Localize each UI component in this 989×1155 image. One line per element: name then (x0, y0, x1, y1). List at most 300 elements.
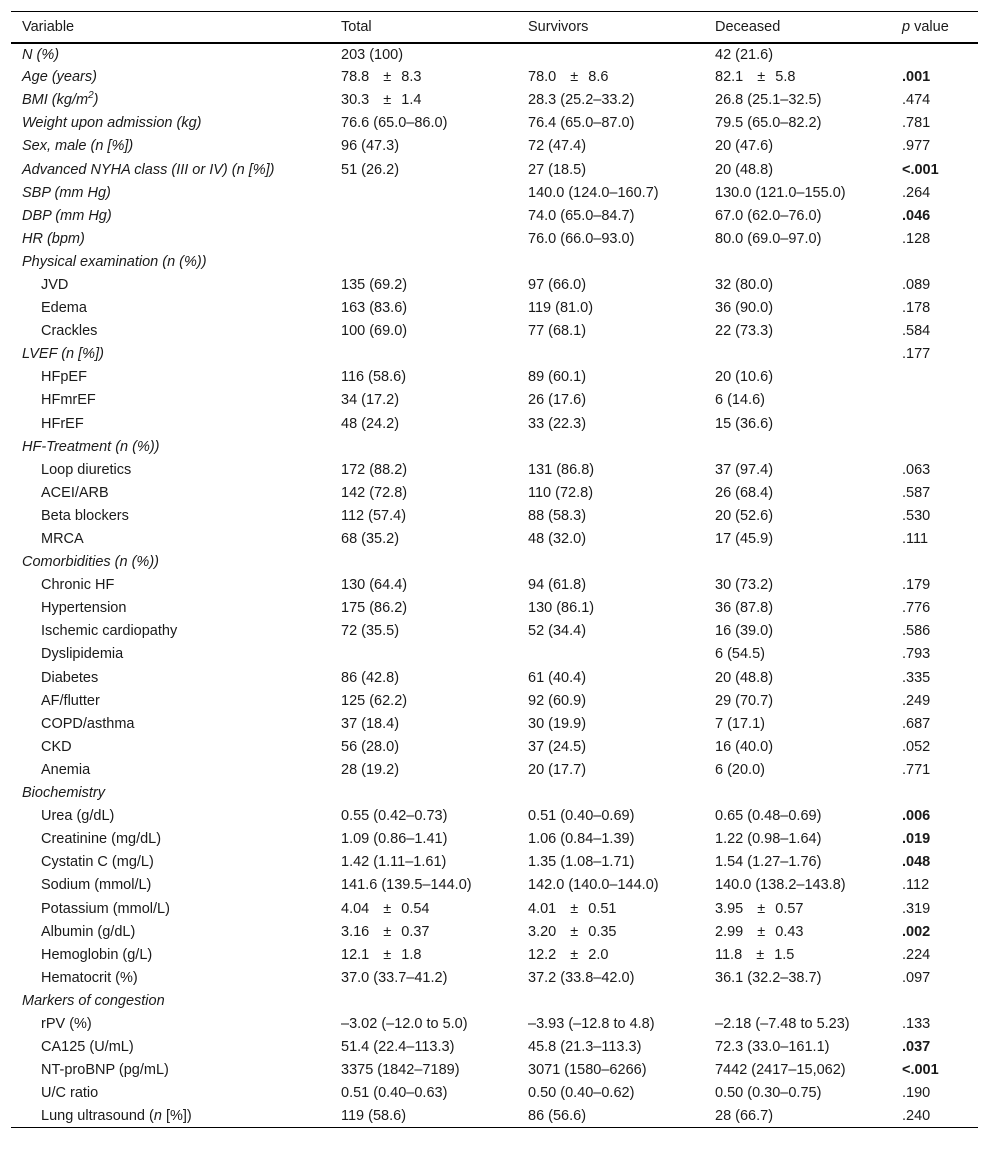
cell-survivors (517, 989, 704, 1012)
cell-deceased: 11.8 ±1.5 (715, 946, 795, 963)
variable-label: JVD (41, 276, 69, 293)
variable-label: CA125 (U/mL) (41, 1039, 134, 1056)
cell-total: 56 (28.0) (341, 738, 400, 755)
variable-label: Crackles (41, 323, 98, 340)
cell-variable (11, 828, 330, 851)
cell-total: 0.55 (0.42–0.73) (341, 808, 448, 825)
cell-total: 3.16 ±0.37 (341, 923, 430, 940)
cell-variable (11, 920, 330, 943)
cell-survivors (517, 435, 704, 458)
cell-total: 130 (64.4) (341, 577, 408, 594)
cell-total (330, 181, 517, 204)
cell-variable (11, 435, 330, 458)
variable-label: Beta blockers (41, 507, 129, 524)
cell-deceased: 20 (47.6) (715, 138, 774, 155)
cell-deceased: 80.0 (69.0–97.0) (715, 230, 822, 247)
variable-label: Lung ultrasound ( (41, 1108, 154, 1125)
variable-label: Hemoglobin (g/L) (41, 946, 153, 963)
header-deceased: Deceased (704, 12, 891, 43)
cell-p-value: .019 (902, 831, 931, 848)
variable-label: Biochemistry (22, 785, 105, 802)
table-row (11, 1036, 978, 1059)
variable-label: Creatinine (mg/dL) (41, 831, 162, 848)
variable-label: Sodium (mmol/L) (41, 877, 152, 894)
cell-deceased: 79.5 (65.0–82.2) (715, 115, 822, 132)
cell-deceased: 37 (97.4) (715, 461, 774, 478)
variable-label: Advanced NYHA class (III or IV) (n [%]) (22, 161, 275, 178)
cell-total: 0.51 (0.40–0.63) (341, 1085, 448, 1102)
table-row (11, 620, 978, 643)
data-table (11, 11, 978, 1128)
variable-label: NT-proBNP (pg/mL) (41, 1062, 169, 1079)
cell-survivors: 48 (32.0) (528, 531, 587, 548)
cell-survivors: 26 (17.6) (528, 392, 587, 409)
variable-label: Physical examination (n (%)) (22, 253, 207, 270)
cell-total (330, 204, 517, 227)
cell-variable (11, 597, 330, 620)
cell-p-value: .776 (902, 600, 931, 617)
cell-variable (11, 89, 330, 112)
cell-variable (11, 458, 330, 481)
cell-total: 12.1 ±1.8 (341, 946, 422, 963)
cell-survivors: 130 (86.1) (528, 600, 595, 617)
cell-deceased: 15 (36.6) (715, 415, 774, 432)
table-row (11, 689, 978, 712)
cell-variable (11, 366, 330, 389)
cell-survivors: 72 (47.4) (528, 138, 587, 155)
cell-deceased: 36 (90.0) (715, 300, 774, 317)
cell-deceased: 20 (10.6) (715, 369, 774, 386)
cell-variable (11, 527, 330, 550)
cell-deceased: 26 (68.4) (715, 484, 774, 501)
cell-deceased: 3.95 ±0.57 (715, 900, 804, 917)
variable-label: CKD (41, 738, 72, 755)
cell-total: 172 (88.2) (341, 461, 408, 478)
cell-p-value: .179 (902, 577, 931, 594)
cell-total: 116 (58.6) (341, 369, 407, 386)
variable-label: HFmrEF (41, 392, 96, 409)
cell-variable (11, 782, 330, 805)
cell-total: 112 (57.4) (341, 507, 407, 524)
cell-total: 135 (69.2) (341, 276, 408, 293)
cell-variable (11, 66, 330, 89)
cell-survivors: 76.4 (65.0–87.0) (528, 115, 635, 132)
cell-survivors: 1.06 (0.84–1.39) (528, 831, 635, 848)
table-row (11, 320, 978, 343)
cell-survivors (517, 782, 704, 805)
cell-survivors: 0.51 (0.40–0.69) (528, 808, 635, 825)
variable-label: ACEI/ARB (41, 484, 109, 501)
cell-total: 78.8 ±8.3 (341, 69, 422, 86)
cell-survivors: 88 (58.3) (528, 507, 587, 524)
cell-survivors: 33 (22.3) (528, 415, 587, 432)
cell-variable (11, 712, 330, 735)
table-row (11, 897, 978, 920)
cell-variable (11, 666, 330, 689)
table-row (11, 643, 978, 666)
variable-label: HR (bpm) (22, 230, 85, 247)
variable-label: Weight upon admission (kg) (22, 115, 202, 132)
variable-label: LVEF (n [%]) (22, 346, 104, 363)
cell-total: 51.4 (22.4–113.3) (341, 1039, 455, 1056)
variable-label-superscript: 2 (88, 90, 94, 102)
cell-variable (11, 297, 330, 320)
cell-p-value (891, 435, 978, 458)
cell-p-value: .089 (902, 276, 931, 293)
cell-total: 3375 (1842–7189) (341, 1062, 460, 1079)
cell-deceased: 0.65 (0.48–0.69) (715, 808, 822, 825)
table-row (11, 389, 978, 412)
variable-label: Diabetes (41, 669, 99, 686)
cell-total: 1.42 (1.11–1.61) (341, 854, 447, 871)
cell-p-value (891, 412, 978, 435)
cell-p-value: .002 (902, 923, 931, 940)
cell-p-value: .037 (902, 1039, 931, 1056)
cell-survivors: 3071 (1580–6266) (528, 1062, 647, 1079)
cell-survivors: 77 (68.1) (528, 323, 587, 340)
cell-survivors (517, 551, 704, 574)
cell-deceased: 6 (54.5) (715, 646, 765, 663)
variable-label-suffix: [%]) (161, 1108, 192, 1125)
cell-survivors: 3.20 ±0.35 (528, 923, 617, 940)
cell-p-value: .046 (902, 207, 931, 224)
cell-variable (11, 412, 330, 435)
cell-p-value: .133 (902, 1015, 931, 1032)
cell-variable (11, 204, 330, 227)
table-row (11, 273, 978, 296)
table-row (11, 851, 978, 874)
variable-label: AF/flutter (41, 692, 100, 709)
cell-p-value: <.001 (902, 161, 939, 178)
cell-p-value: .264 (902, 184, 931, 201)
cell-variable (11, 989, 330, 1012)
cell-deceased: 140.0 (138.2–143.8) (715, 877, 846, 894)
cell-total: 100 (69.0) (341, 323, 408, 340)
cell-deceased: 0.50 (0.30–0.75) (715, 1085, 822, 1102)
cell-deceased: –2.18 (–7.48 to 5.23) (715, 1015, 850, 1032)
cell-total: 51 (26.2) (341, 161, 400, 178)
cell-variable (11, 504, 330, 527)
variable-label: Edema (41, 300, 87, 317)
cell-deceased: 26.8 (25.1–32.5) (715, 92, 822, 109)
cell-survivors: 37 (24.5) (528, 738, 587, 755)
cell-survivors: 1.35 (1.08–1.71) (528, 854, 635, 871)
cell-deceased: 30 (73.2) (715, 577, 774, 594)
cell-variable (11, 1036, 330, 1059)
cell-survivors: 94 (61.8) (528, 577, 587, 594)
cell-deceased: 16 (40.0) (715, 738, 774, 755)
table-row (11, 597, 978, 620)
variable-label-suffix: ) (93, 92, 99, 109)
variable-label-italic: n (153, 1108, 162, 1125)
table-section-row (11, 989, 978, 1012)
cell-total: 30.3 ±1.4 (341, 92, 422, 109)
cell-survivors: 37.2 (33.8–42.0) (528, 969, 635, 986)
cell-survivors: 45.8 (21.3–113.3) (528, 1039, 642, 1056)
table-row (11, 481, 978, 504)
cell-deceased: 32 (80.0) (715, 276, 774, 293)
cell-p-value: .771 (902, 761, 931, 778)
cell-p-value: .128 (902, 230, 931, 247)
cell-deceased: 67.0 (62.0–76.0) (715, 207, 822, 224)
variable-label: Hypertension (41, 600, 127, 617)
table-row (11, 43, 978, 66)
cell-total: 141.6 (139.5–144.0) (341, 877, 472, 894)
cell-deceased (704, 343, 891, 366)
cell-survivors: 119 (81.0) (528, 300, 594, 317)
cell-deceased: 20 (48.8) (715, 161, 774, 178)
table-row (11, 181, 978, 204)
variable-label: Dyslipidemia (41, 646, 124, 663)
table-row (11, 758, 978, 781)
cell-p-value: .177 (902, 346, 931, 363)
variable-label: Age (years) (22, 69, 97, 86)
variable-label: Chronic HF (41, 577, 115, 594)
cell-variable (11, 158, 330, 181)
cell-total (330, 989, 517, 1012)
cell-deceased: 6 (20.0) (715, 761, 765, 778)
table-row (11, 828, 978, 851)
cell-total (330, 343, 517, 366)
cell-deceased: 130.0 (121.0–155.0) (715, 184, 846, 201)
table-row (11, 297, 978, 320)
cell-deceased (704, 551, 891, 574)
cell-deceased: 22 (73.3) (715, 323, 774, 340)
cell-survivors: 28.3 (25.2–33.2) (528, 92, 635, 109)
table-row (11, 1012, 978, 1035)
cell-p-value: .335 (902, 669, 931, 686)
cell-p-value: .063 (902, 461, 931, 478)
variable-label: Potassium (mmol/L) (41, 900, 170, 917)
table-section-row (11, 343, 978, 366)
cell-total (330, 250, 517, 273)
cell-variable (11, 574, 330, 597)
cell-total: 175 (86.2) (341, 600, 408, 617)
table-row (11, 158, 978, 181)
cell-survivors: –3.93 (–12.8 to 4.8) (528, 1015, 655, 1032)
cell-variable (11, 481, 330, 504)
cell-total: 142 (72.8) (341, 484, 408, 501)
cell-total: 28 (19.2) (341, 761, 400, 778)
table-row (11, 574, 978, 597)
cell-p-value: .781 (902, 115, 931, 132)
cell-total (330, 551, 517, 574)
cell-variable (11, 966, 330, 989)
cell-deceased: 20 (52.6) (715, 507, 774, 524)
cell-survivors (517, 343, 704, 366)
cell-total: 68 (35.2) (341, 531, 400, 548)
variable-label: Urea (g/dL) (41, 808, 115, 825)
variable-label: HFpEF (41, 369, 87, 386)
variable-label: U/C ratio (41, 1085, 99, 1102)
table-row (11, 920, 978, 943)
cell-p-value (891, 551, 978, 574)
cell-survivors: 52 (34.4) (528, 623, 587, 640)
cell-survivors: 92 (60.9) (528, 692, 587, 709)
cell-p-value: .793 (902, 646, 931, 663)
cell-deceased: 82.1 ±5.8 (715, 69, 796, 86)
cell-variable (11, 227, 330, 250)
cell-survivors: 74.0 (65.0–84.7) (528, 207, 635, 224)
cell-survivors: 27 (18.5) (528, 161, 587, 178)
cell-p-value (891, 43, 978, 66)
cell-variable (11, 135, 330, 158)
cell-deceased: 17 (45.9) (715, 531, 774, 548)
header-total: Total (330, 12, 517, 43)
cell-variable (11, 735, 330, 758)
table-container (11, 11, 978, 1128)
cell-deceased: 29 (70.7) (715, 692, 774, 709)
table-row (11, 89, 978, 112)
table-row (11, 135, 978, 158)
cell-total: 203 (100) (341, 46, 404, 63)
cell-variable (11, 389, 330, 412)
cell-p-value: .001 (902, 69, 931, 86)
cell-p-value: .190 (902, 1085, 931, 1102)
variable-label: Sex, male (n [%]) (22, 138, 134, 155)
table-row (11, 666, 978, 689)
variable-label: Comorbidities (n (%)) (22, 554, 159, 571)
variable-label: Anemia (41, 761, 91, 778)
cell-total: –3.02 (–12.0 to 5.0) (341, 1015, 468, 1032)
cell-deceased: 20 (48.8) (715, 669, 774, 686)
table-row (11, 1059, 978, 1082)
table-row (11, 204, 978, 227)
cell-total (330, 782, 517, 805)
cell-survivors: 12.2 ±2.0 (528, 946, 609, 963)
cell-survivors: 142.0 (140.0–144.0) (528, 877, 659, 894)
cell-variable (11, 758, 330, 781)
cell-total: 1.09 (0.86–1.41) (341, 831, 448, 848)
cell-total: 86 (42.8) (341, 669, 400, 686)
cell-p-value: .584 (902, 323, 931, 340)
cell-variable (11, 1105, 330, 1128)
cell-p-value: .587 (902, 484, 931, 501)
cell-p-value: .687 (902, 715, 931, 732)
cell-p-value: <.001 (902, 1062, 939, 1079)
cell-variable (11, 250, 330, 273)
cell-deceased: 28 (66.7) (704, 1105, 891, 1128)
cell-survivors: 131 (86.8) (528, 461, 595, 478)
header-p-value (891, 12, 978, 43)
table-section-row (11, 435, 978, 458)
cell-variable (11, 874, 330, 897)
cell-variable (11, 643, 330, 666)
table-row (11, 1105, 978, 1128)
table-row (11, 966, 978, 989)
cell-deceased: 6 (14.6) (715, 392, 765, 409)
cell-survivors: 89 (60.1) (528, 369, 587, 386)
cell-variable (11, 620, 330, 643)
cell-deceased: 42 (21.6) (715, 46, 774, 63)
table-row (11, 458, 978, 481)
table-row (11, 805, 978, 828)
cell-p-value (891, 366, 978, 389)
cell-p-value: .097 (902, 969, 931, 986)
table-row (11, 227, 978, 250)
cell-p-value: .249 (902, 692, 931, 709)
cell-p-value: .112 (902, 877, 930, 894)
table-header-row (11, 12, 978, 43)
cell-p-value: .006 (902, 808, 931, 825)
cell-variable (11, 112, 330, 135)
cell-deceased: 2.99 ±0.43 (715, 923, 804, 940)
cell-total: 119 (58.6) (330, 1105, 517, 1128)
cell-variable (11, 851, 330, 874)
cell-variable (11, 805, 330, 828)
table-section-row (11, 551, 978, 574)
table-row (11, 366, 978, 389)
variable-label: Markers of congestion (22, 992, 165, 1009)
header-p-rest: value (910, 18, 949, 35)
cell-variable (11, 181, 330, 204)
cell-deceased: 72.3 (33.0–161.1) (715, 1039, 830, 1056)
cell-deceased: 1.22 (0.98–1.64) (715, 831, 822, 848)
cell-variable (11, 1082, 330, 1105)
cell-survivors: 61 (40.4) (528, 669, 587, 686)
cell-deceased: 7442 (2417–15,062) (715, 1062, 846, 1079)
cell-p-value (891, 989, 978, 1012)
table-row (11, 874, 978, 897)
variable-label: MRCA (41, 531, 84, 548)
cell-variable (11, 1059, 330, 1082)
header-survivors: Survivors (517, 12, 704, 43)
cell-p-value: .586 (902, 623, 931, 640)
cell-variable (11, 1012, 330, 1035)
cell-survivors: 76.0 (66.0–93.0) (528, 230, 635, 247)
cell-survivors: 30 (19.9) (528, 715, 587, 732)
cell-survivors: 20 (17.7) (528, 761, 587, 778)
cell-total (330, 227, 517, 250)
cell-p-value (891, 782, 978, 805)
cell-survivors (517, 643, 704, 666)
cell-p-value: .111 (902, 531, 929, 548)
cell-p-value (891, 250, 978, 273)
table-section-row (11, 250, 978, 273)
cell-survivors: 140.0 (124.0–160.7) (528, 184, 659, 201)
cell-variable (11, 897, 330, 920)
cell-total: 163 (83.6) (341, 300, 408, 317)
variable-label: Loop diuretics (41, 461, 132, 478)
cell-deceased: 7 (17.1) (715, 715, 765, 732)
table-row (11, 66, 978, 89)
cell-deceased (704, 435, 891, 458)
table-row (11, 112, 978, 135)
cell-total: 34 (17.2) (341, 392, 400, 409)
cell-survivors: 0.50 (0.40–0.62) (528, 1085, 635, 1102)
cell-total: 72 (35.5) (341, 623, 400, 640)
cell-total: 125 (62.2) (341, 692, 408, 709)
table-row (11, 1082, 978, 1105)
cell-survivors (517, 43, 704, 66)
cell-total (330, 435, 517, 458)
table-row (11, 504, 978, 527)
cell-variable (11, 320, 330, 343)
cell-p-value: .048 (902, 854, 931, 871)
table-row (11, 712, 978, 735)
cell-survivors: 110 (72.8) (528, 484, 594, 501)
cell-p-value (891, 389, 978, 412)
cell-variable (11, 689, 330, 712)
cell-variable (11, 273, 330, 296)
variable-label: Cystatin C (mg/L) (41, 854, 154, 871)
variable-label: COPD/asthma (41, 715, 135, 732)
cell-total: 37.0 (33.7–41.2) (341, 969, 448, 986)
cell-deceased (704, 250, 891, 273)
table-row (11, 527, 978, 550)
cell-survivors: 86 (56.6) (517, 1105, 704, 1128)
cell-p-value: .319 (902, 900, 931, 917)
